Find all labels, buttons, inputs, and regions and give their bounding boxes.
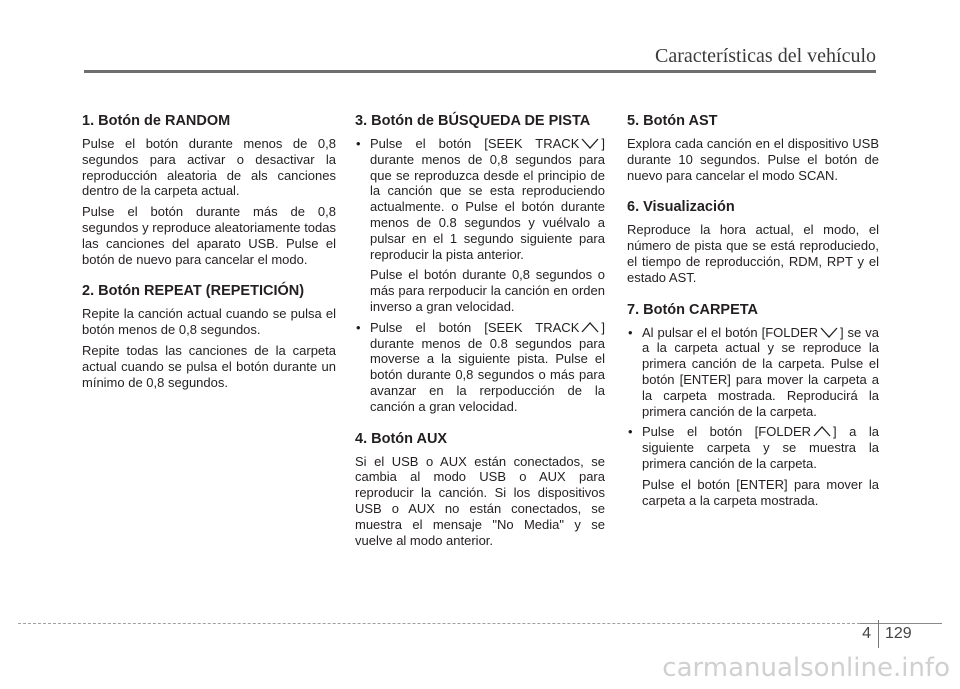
folder-b1-prefix: Al pulsar el el botón [FOLDER bbox=[642, 324, 818, 340]
folder-bullet-2-extra: Pulse el botón [ENTER] para mover la carpeta a la carpeta mostrada. bbox=[642, 476, 879, 508]
folder-b2-prefix: Pulse el botón [FOLDER bbox=[642, 424, 812, 440]
section-seek bbox=[355, 113, 605, 415]
seek-bullet-1 bbox=[355, 136, 605, 262]
folder-bullet-1 bbox=[627, 325, 879, 420]
folder-b1-suffix: ] se va a la carpeta actual y se reproduce la primera canción de la carpeta. Pulse el botón [ENTER] para mover la carpeta a la carpeta mostrada. Reproducirá la primera canción de la carpeta. bbox=[642, 324, 879, 419]
ast-paragraph-1: Explora cada canción en el dispositivo USB durante 10 segundos. Pulse el botón de nuevo para cancelar el modo SCAN. bbox=[627, 136, 879, 183]
header-rule bbox=[84, 70, 876, 73]
random-heading: 1. Botón de RANDOM bbox=[82, 113, 231, 129]
aux-heading: 4. Botón AUX bbox=[355, 430, 448, 447]
repeat-paragraph-2: Repite todas las canciones de la carpeta actual cuando se pulsa el botón durante un mínimo de 0,8 segundos. bbox=[82, 342, 336, 390]
section-folder bbox=[627, 302, 879, 509]
chevron-up-icon bbox=[811, 426, 833, 437]
column-2 bbox=[355, 113, 605, 564]
chapter-number: 4 bbox=[862, 625, 871, 642]
chevron-up-icon bbox=[579, 322, 601, 333]
section-repeat bbox=[82, 283, 336, 390]
column-1 bbox=[82, 113, 336, 406]
page-number-separator bbox=[878, 620, 879, 648]
section-random bbox=[82, 113, 336, 267]
repeat-paragraph-1: Repite la canción actual cuando se pulsa el botón menos de 0,8 segundos. bbox=[82, 306, 336, 338]
seek-b2-prefix: Pulse el botón [SEEK TRACK bbox=[370, 319, 580, 335]
visualizacion-heading: 6. Visualización bbox=[627, 199, 735, 216]
folder-heading: 7. Botón CARPETA bbox=[627, 301, 759, 318]
watermark: carmanualsonline.info bbox=[662, 653, 950, 683]
footer-dashed-rule bbox=[18, 623, 860, 624]
section-visualizacion bbox=[627, 199, 879, 285]
footer-solid-rule bbox=[860, 623, 942, 624]
aux-paragraph-1: Si el USB o AUX están conectados, se cambia al modo USB o AUX para reproducir la canción. Si los dispositivos USB o AUX no están conectados, se muestra el mensaje "No Media" y se vuelve al modo anterior. bbox=[355, 453, 605, 548]
repeat-heading: 2. Botón REPEAT (REPETICIÓN) bbox=[82, 283, 305, 300]
section-title: Características del vehículo bbox=[654, 45, 876, 67]
seek-bullet-1-extra: Pulse el botón durante 0,8 segundos o más para rerpoducir la canción en orden inverso a gran velocidad. bbox=[370, 267, 605, 314]
folder-bullet-2 bbox=[627, 424, 879, 471]
section-aux bbox=[355, 431, 605, 549]
ast-heading: 5. Botón AST bbox=[627, 113, 718, 129]
seek-b1-suffix: ] durante menos de 0,8 segundos para que se reproduzca desde el principio de la canción que se esta reproduciendo actualmente. o Pulse el botón durante menos de 0.8 segundos y vuélvalo a pulsar en el 1 segundo siguiente para reproducir la pista anterior. bbox=[370, 136, 605, 262]
chevron-down-icon bbox=[579, 138, 601, 149]
folder-b2-suffix: ] a la siguiente carpeta y se muestra la primera canción de la carpeta. bbox=[642, 424, 879, 471]
seek-bullet-2 bbox=[355, 320, 605, 415]
seek-b1-prefix: Pulse el botón [SEEK TRACK bbox=[370, 136, 580, 151]
seek-b2-suffix: ] durante menos de 0.8 segundos para moverse a la siguiente pista. Pulse el botón durante 0,8 segundos o más para avanzar en la rerpoducción de la canción a gran velocidad. bbox=[370, 319, 605, 414]
random-paragraph-1: Pulse el botón durante menos de 0,8 segundos para activar o desactivar la reproducción aleatoria de als canciones dentro de la carpeta actual. bbox=[82, 136, 336, 199]
chevron-down-icon bbox=[818, 327, 840, 338]
visualizacion-paragraph-1: Reproduce la hora actual, el modo, el número de pista que se está reproduciedo, el tiempo de reproducción, RDM, RPT y el estado AST. bbox=[627, 222, 879, 285]
page-number: 129 bbox=[885, 625, 912, 642]
section-ast bbox=[627, 113, 879, 183]
random-paragraph-2: Pulse el botón durante más de 0,8 segundos y reproduce aleatoriamente todas las canciones del aparato USB. Pulse el botón de nuevo para cancelar el modo. bbox=[82, 204, 336, 267]
seek-heading: 3. Botón de BÚSQUEDA DE PISTA bbox=[355, 113, 591, 129]
column-3 bbox=[627, 113, 879, 524]
